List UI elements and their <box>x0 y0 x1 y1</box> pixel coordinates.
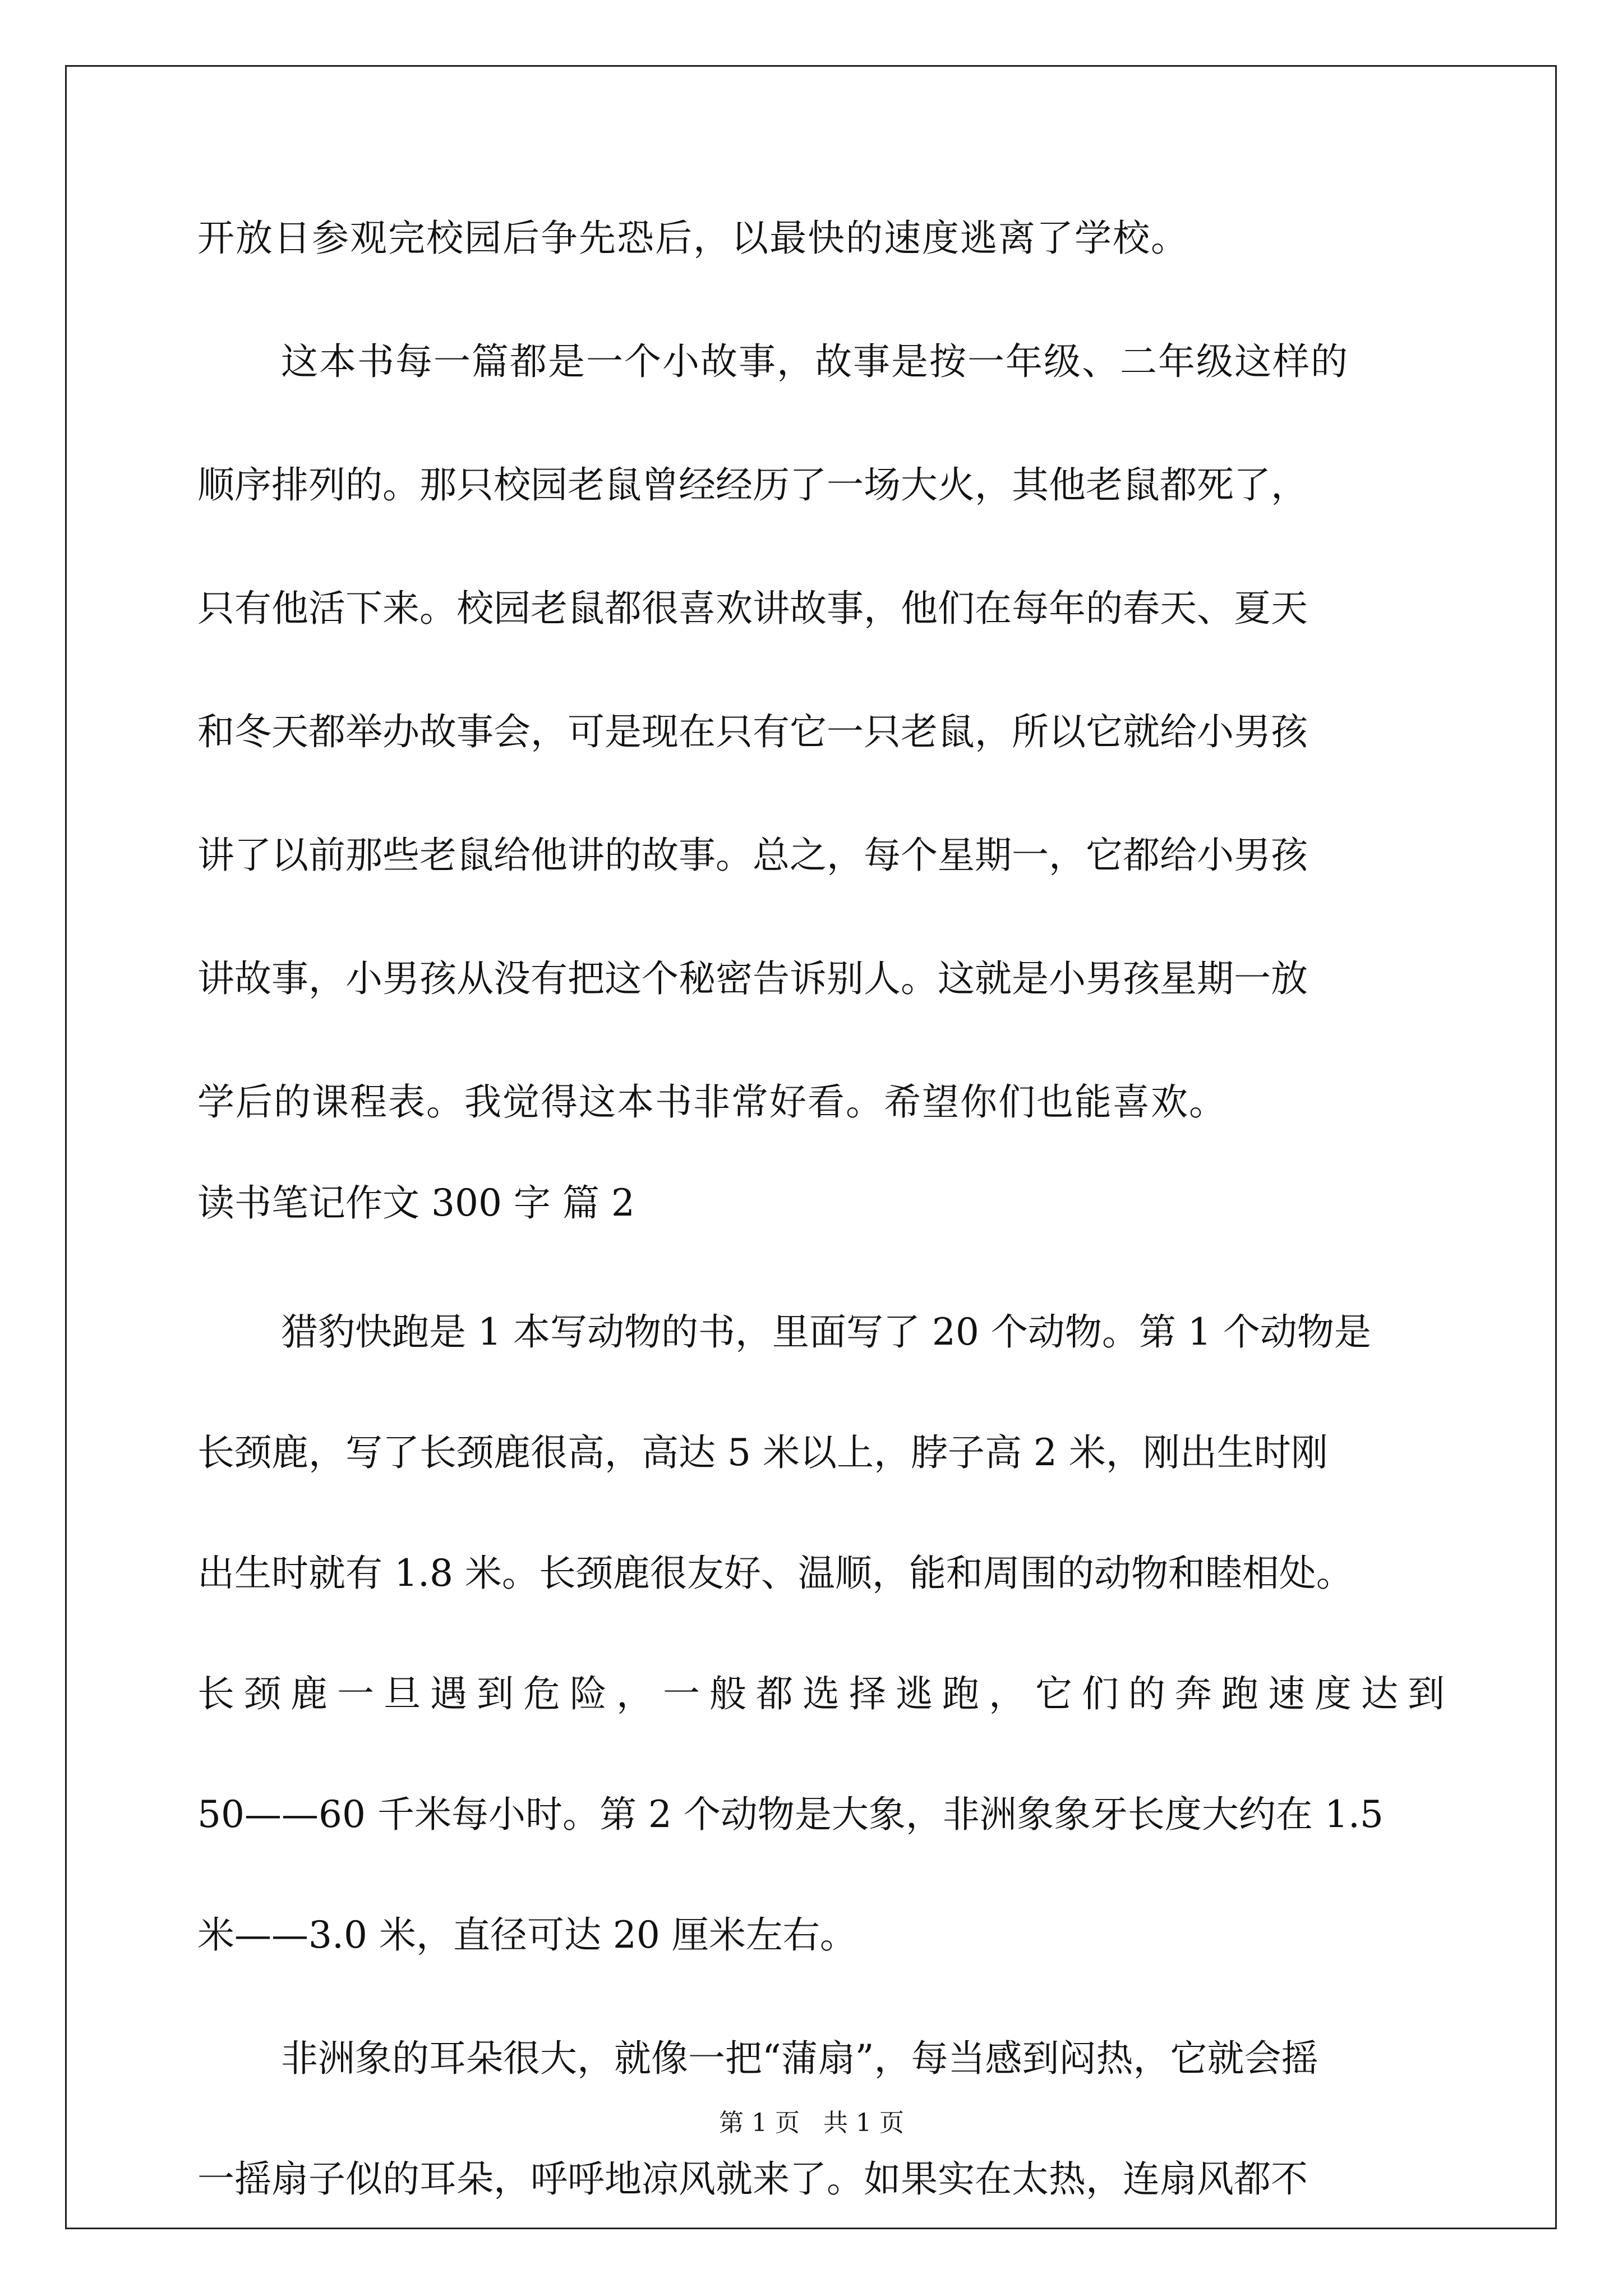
text-line: 出生时就有 1.8 米。长颈鹿很友好、温顺，能和周围的动物和睦相处。 <box>197 1552 1353 1595</box>
text-line: 顺序排列的。那只校园老鼠曾经经历了一场大火，其他老鼠都死了， <box>197 463 1308 507</box>
text-line: 学后的课程表。我觉得这本书非常好看。希望你们也能喜欢。 <box>197 1080 1227 1124</box>
text-line: 50——60 千米每小时。第 2 个动物是大象，非洲象象牙长度大约在 1.5 <box>197 1793 1384 1836</box>
text-line: 一摇扇子似的耳朵，呼呼地凉风就来了。如果实在太热，连扇风都不 <box>197 2157 1308 2201</box>
paragraph-line: 猎豹快跑是 1 本写动物的书，里面写了 20 个动物。第 1 个动物是 <box>281 1310 1371 1354</box>
section-heading: 读书笔记作文 300 字 篇 2 <box>197 1181 635 1225</box>
total-pages: 共 1 页 <box>823 2109 904 2137</box>
page-footer <box>0 2106 1623 2140</box>
page-border <box>65 65 1557 2229</box>
text-line: 讲故事，小男孩从没有把这个秘密告诉别人。这就是小男孩星期一放 <box>197 957 1308 1000</box>
text-line: 长颈鹿，写了长颈鹿很高，高达 5 米以上，脖子高 2 米，刚出生时刚 <box>197 1431 1328 1474</box>
text-line: 讲了以前那些老鼠给他讲的故事。总之，每个星期一，它都给小男孩 <box>197 834 1308 877</box>
text-line: 长颈鹿一旦遇到危险，一般都选择逃跑，它们的奔跑速度达到 <box>197 1672 1454 1715</box>
paragraph-line: 非洲象的耳朵很大，就像一把“蒲扇”，每当感到闷热，它就会摇 <box>281 2037 1318 2080</box>
text-line: 米——3.0 米，直径可达 20 厘米左右。 <box>197 1913 857 1957</box>
page-number: 第 1 页 <box>719 2109 800 2137</box>
text-line: 和冬天都举办故事会，可是现在只有它一只老鼠，所以它就给小男孩 <box>197 710 1308 753</box>
text-line: 开放日参观完校园后争先恐后，以最快的速度逃离了学校。 <box>197 217 1189 260</box>
paragraph-line: 这本书每一篇都是一个小故事，故事是按一年级、二年级这样的 <box>281 340 1349 383</box>
text-line: 只有他活下来。校园老鼠都很喜欢讲故事，他们在每年的春天、夏天 <box>197 587 1308 630</box>
